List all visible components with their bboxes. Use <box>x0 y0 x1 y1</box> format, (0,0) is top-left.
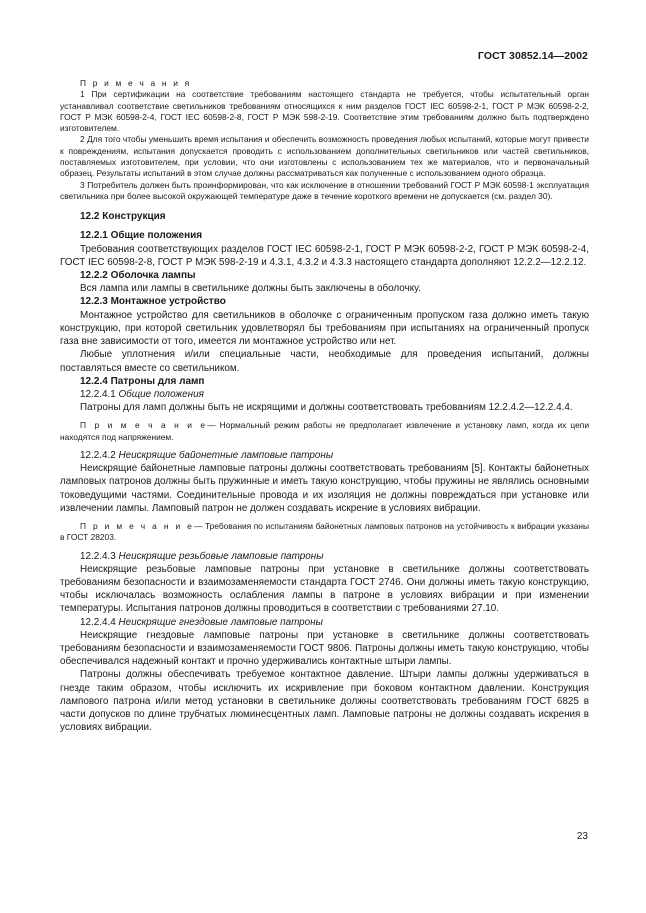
subsection-heading-12-2-4-1 <box>60 388 589 401</box>
section-heading-12-2-4: 12.2.4 Патроны для ламп <box>80 375 205 387</box>
note-text: — Нормальный режим работы не предполагает извлечение и установку ламп, когда их цепи находятся под напряжением. <box>60 420 589 442</box>
paragraph-12-2-4-4-a: Неискрящие гнездовые ламповые патроны при установке в светильнике должны соответствовать требованиям безопасности и взаимозаменяемости ГОСТ 9806. Патроны должны иметь такую конструкцию, чтобы обеспечивался надежный контакт и прочно удерживались контактные штыри лампы. <box>60 629 589 668</box>
subsection-title: Неискрящие байонетные ламповые патроны <box>118 449 334 461</box>
subsection-heading-12-2-4-2 <box>60 449 589 462</box>
paragraph-12-2-3-b: Любые уплотнения и/или специальные части, необходимые для проведения испытаний, должны поставляться вместе со светильником. <box>60 349 589 374</box>
section-heading-12-2: 12.2 Конструкция <box>80 211 166 223</box>
notes-title: П р и м е ч а н и я <box>80 78 192 88</box>
paragraph-12-2-4-2: Неискрящие байонетные ламповые патроны должны соответствовать требованиям [5]. Контакты байонетных ламповых патронов должны быть пружинные и иметь такую конструкцию, чтобы пружины не являлись основными токоведущими частями. Соединительные провода и их изоляция не должны повреждаться при установке или извлечении лампы. Ламповый патрон не должен создавать искрение в условиях вибрации. <box>60 463 589 514</box>
subsection-number: 12.2.4.4 <box>80 616 116 628</box>
paragraph-12-2-4-1: Патроны для ламп должны быть не искрящими и должны соответствовать требованиям 12.2.4.2—12.2.4.4. <box>80 402 573 414</box>
page-content <box>60 78 589 734</box>
page-number: 23 <box>576 831 588 842</box>
note-2: 2 Для того чтобы уменьшить время испытания и обеспечить возможность проведения любых испытаний, которые могут привести к повреждениям, испытания допускается проводить с использованием дополнительных светильников или частей светильников, поставляемых изготовителем, при условии, что они изготовлены с использованием тех же материалов, что и первоначальный образец. Результаты испытаний в этом случае должны рассматриваться как полученные с использованием одного образца. <box>60 134 589 179</box>
note-label: П р и м е ч а н и е <box>80 520 194 531</box>
paragraph-12-2-2: Вся лампа или лампы в светильнике должны быть заключены в оболочку. <box>80 283 421 295</box>
subsection-title: Неискрящие резьбовые ламповые патроны <box>118 550 324 562</box>
subsection-title: Неискрящие гнездовые ламповые патроны <box>118 616 323 628</box>
note-12-2-4-2 <box>60 521 589 544</box>
subsection-heading-12-2-4-3 <box>60 550 589 563</box>
subsection-number: 12.2.4.3 <box>80 550 116 562</box>
paragraph-12-2-3-a: Монтажное устройство для светильников в оболочке с ограниченным пропуском газа должно иметь такую конструкцию, при которой светильник удовлетворял бы требованиям при испытаниях на ограниченный пропуск газа вне зависимости от того, имеется ли монтажное устройство или нет. <box>60 309 589 348</box>
document-header: ГОСТ 30852.14—2002 <box>477 50 588 62</box>
section-heading-12-2-2: 12.2.2 Оболочка лампы <box>80 270 196 282</box>
subsection-heading-12-2-4-4 <box>60 616 589 629</box>
section-heading-12-2-3: 12.2.3 Монтажное устройство <box>80 296 226 308</box>
paragraph-12-2-1: Требования соответствующих разделов ГОСТ IEC 60598-2-1, ГОСТ Р МЭК 60598-2-2, ГОСТ Р МЭК 60598-2-4, ГОСТ IEC 60598-2-8, ГОСТ Р МЭК 598-2-19 и 4.3.1, 4.3.2 и 4.3.3 настоящего стандарта дополняют 12.2.2—12.2.12. <box>60 243 589 268</box>
note-label: П р и м е ч а н и е <box>80 420 208 431</box>
subsection-number: 12.2.4.2 <box>80 449 116 461</box>
subsection-title: Общие положения <box>118 388 204 400</box>
note-3: 3 Потребитель должен быть проинформирован, что как исключение в отношении требований ГОСТ Р МЭК 60598-1 эксплуатация светильника при более высокой окружающей температуре даже в течение короткого времени не допускается (см. раздел 30). <box>60 179 589 201</box>
paragraph-12-2-4-3: Неискрящие резьбовые ламповые патроны при установке в светильнике должны соответствовать требованиям безопасности и взаимозаменяемости стандарта ГОСТ 2746. Они должны иметь такую конструкцию, чтобы исключалась возможность ослабления лампы в патроне в условиях вибрации и при изменении температуры. Испытания патронов должны проводиться в соответствии с требованиями 27.10. <box>60 563 589 615</box>
subsection-number: 12.2.4.1 <box>80 388 116 400</box>
section-heading-12-2-1: 12.2.1 Общие положения <box>80 230 203 242</box>
note-text: — Требования по испытаниям байонетных ламповых патронов на устойчивость к вибрации указаны в ГОСТ 28203. <box>60 520 589 543</box>
paragraph-12-2-4-4-b: Патроны должны обеспечивать требуемое контактное давление. Штыри лампы должны удерживаться в гнезде таким образом, чтобы исключить их искривление при боковом контактном давлении. Конструкция лампового патрона и/или метод установки в светильнике должны соответствовать требованиям ГОСТ 6825 в части допусков по длине трубчатых люминесцентных ламп. Ламповые патроны не должны создавать искрения в условиях вибрации. <box>60 669 589 734</box>
note-1: 1 При сертификации на соответствие требованиям настоящего стандарта не требуется, чтобы испытательный орган устанавливал соответствие светильников требованиям относящихся к ним разделов ГОСТ IEC 60598-2-1, ГОСТ Р МЭК 60598-2-2, ГОСТ Р МЭК 60598-2-4, ГОСТ IEC 60598-2-8, ГОСТ Р МЭК 598-2-19. Соответствие этим требованиям должно быть подтверждено изготовителем. <box>60 89 589 134</box>
note-12-2-4-1 <box>60 420 589 443</box>
